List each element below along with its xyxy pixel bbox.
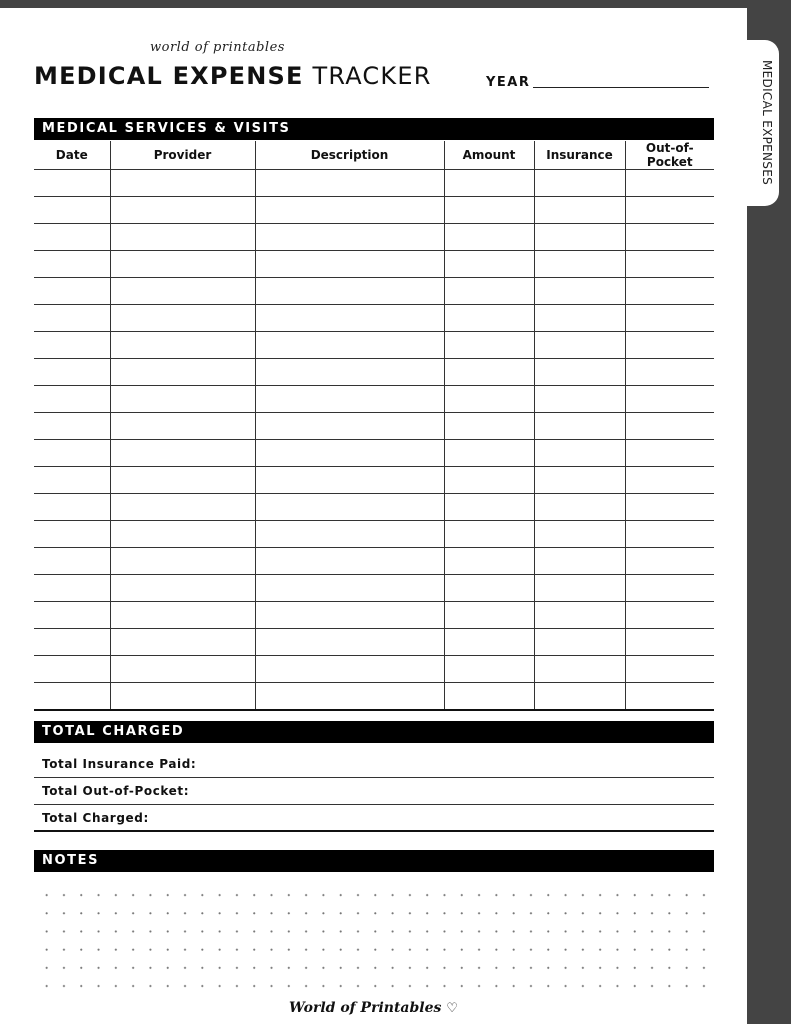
cell-date[interactable] xyxy=(34,467,110,494)
cell-out-of-pocket[interactable] xyxy=(625,251,714,278)
cell-description[interactable] xyxy=(255,305,444,332)
cell-insurance[interactable] xyxy=(534,170,625,197)
total-charged-row[interactable]: Total Charged: xyxy=(34,805,714,832)
cell-amount[interactable] xyxy=(444,332,534,359)
cell-provider[interactable] xyxy=(110,170,255,197)
cell-date[interactable] xyxy=(34,386,110,413)
cell-amount[interactable] xyxy=(444,656,534,683)
cell-out-of-pocket[interactable] xyxy=(625,548,714,575)
cell-out-of-pocket[interactable] xyxy=(625,656,714,683)
page-title xyxy=(34,62,432,90)
cell-provider[interactable] xyxy=(110,251,255,278)
cell-amount[interactable] xyxy=(444,278,534,305)
cell-insurance[interactable] xyxy=(534,602,625,629)
table-header-row xyxy=(34,141,714,170)
cell-provider[interactable] xyxy=(110,602,255,629)
cell-provider[interactable] xyxy=(110,332,255,359)
cell-description[interactable] xyxy=(255,170,444,197)
cell-out-of-pocket[interactable] xyxy=(625,305,714,332)
cell-date[interactable] xyxy=(34,224,110,251)
cell-description[interactable] xyxy=(255,224,444,251)
cell-description[interactable] xyxy=(255,251,444,278)
services-heading: MEDICAL SERVICES & VISITS xyxy=(34,118,714,140)
cell-description[interactable] xyxy=(255,440,444,467)
footer-logo xyxy=(0,1000,747,1016)
cell-description[interactable] xyxy=(255,467,444,494)
table-row xyxy=(34,197,714,224)
cell-description[interactable] xyxy=(255,359,444,386)
brand-script-logo: world of printables xyxy=(150,40,285,55)
table-row xyxy=(34,251,714,278)
table-row xyxy=(34,386,714,413)
cell-description[interactable] xyxy=(255,197,444,224)
table-row xyxy=(34,440,714,467)
cell-insurance[interactable] xyxy=(534,359,625,386)
cell-amount[interactable] xyxy=(444,440,534,467)
table-row xyxy=(34,305,714,332)
column-header-out-of-pocket: Out-of-Pocket xyxy=(625,141,714,170)
cell-amount[interactable] xyxy=(444,170,534,197)
cell-out-of-pocket[interactable] xyxy=(625,170,714,197)
cell-date[interactable] xyxy=(34,359,110,386)
cell-amount[interactable] xyxy=(444,575,534,602)
cell-amount[interactable] xyxy=(444,602,534,629)
cell-amount[interactable] xyxy=(444,224,534,251)
cell-insurance[interactable] xyxy=(534,575,625,602)
table-row xyxy=(34,629,714,656)
services-table xyxy=(34,141,714,711)
table-row xyxy=(34,494,714,521)
cell-amount[interactable] xyxy=(444,521,534,548)
cell-description[interactable] xyxy=(255,602,444,629)
column-header-insurance: Insurance xyxy=(534,141,625,170)
column-header-provider: Provider xyxy=(110,141,255,170)
cell-out-of-pocket[interactable] xyxy=(625,521,714,548)
table-row xyxy=(34,359,714,386)
cell-date[interactable] xyxy=(34,197,110,224)
year-field[interactable] xyxy=(533,87,709,88)
cell-provider[interactable] xyxy=(110,278,255,305)
cell-description[interactable] xyxy=(255,575,444,602)
table-row xyxy=(34,278,714,305)
cell-provider[interactable] xyxy=(110,305,255,332)
cell-provider[interactable] xyxy=(110,440,255,467)
table-row xyxy=(34,170,714,197)
cell-out-of-pocket[interactable] xyxy=(625,386,714,413)
table-row xyxy=(34,602,714,629)
cell-amount[interactable] xyxy=(444,683,534,710)
cell-description[interactable] xyxy=(255,386,444,413)
cell-date[interactable] xyxy=(34,575,110,602)
cell-amount[interactable] xyxy=(444,629,534,656)
cell-provider[interactable] xyxy=(110,629,255,656)
cell-date[interactable] xyxy=(34,413,110,440)
title-light: TRACKER xyxy=(312,62,432,90)
year-label: YEAR xyxy=(486,75,531,90)
cell-insurance[interactable] xyxy=(534,629,625,656)
page xyxy=(0,8,747,1024)
notes-heading: NOTES xyxy=(34,850,714,872)
cell-date[interactable] xyxy=(34,251,110,278)
cell-description[interactable] xyxy=(255,683,444,710)
cell-provider[interactable] xyxy=(110,467,255,494)
cell-date[interactable] xyxy=(34,305,110,332)
cell-date[interactable] xyxy=(34,602,110,629)
cell-amount[interactable] xyxy=(444,197,534,224)
cell-insurance[interactable] xyxy=(534,467,625,494)
cell-description[interactable] xyxy=(255,629,444,656)
cell-amount[interactable] xyxy=(444,467,534,494)
cell-insurance[interactable] xyxy=(534,521,625,548)
cell-amount[interactable] xyxy=(444,548,534,575)
totals-heading: TOTAL CHARGED xyxy=(34,721,714,743)
cell-insurance[interactable] xyxy=(534,197,625,224)
table-row xyxy=(34,656,714,683)
cell-provider[interactable] xyxy=(110,656,255,683)
table-row xyxy=(34,683,714,710)
cell-description[interactable] xyxy=(255,656,444,683)
table-row xyxy=(34,224,714,251)
cell-amount[interactable] xyxy=(444,386,534,413)
table-row xyxy=(34,548,714,575)
footer-brand-text: World of Printables xyxy=(289,1000,442,1016)
cell-insurance[interactable] xyxy=(534,494,625,521)
cell-out-of-pocket[interactable] xyxy=(625,683,714,710)
table-row xyxy=(34,332,714,359)
cell-description[interactable] xyxy=(255,332,444,359)
cell-insurance[interactable] xyxy=(534,413,625,440)
cell-amount[interactable] xyxy=(444,413,534,440)
cell-description[interactable] xyxy=(255,521,444,548)
cell-date[interactable] xyxy=(34,494,110,521)
cell-insurance[interactable] xyxy=(534,251,625,278)
cell-insurance[interactable] xyxy=(534,332,625,359)
cell-description[interactable] xyxy=(255,413,444,440)
cell-date[interactable] xyxy=(34,440,110,467)
cell-out-of-pocket[interactable] xyxy=(625,440,714,467)
cell-date[interactable] xyxy=(34,521,110,548)
cell-out-of-pocket[interactable] xyxy=(625,332,714,359)
table-row xyxy=(34,467,714,494)
cell-out-of-pocket[interactable] xyxy=(625,224,714,251)
cell-amount[interactable] xyxy=(444,494,534,521)
cell-insurance[interactable] xyxy=(534,278,625,305)
cell-amount[interactable] xyxy=(444,251,534,278)
column-header-description: Description xyxy=(255,141,444,170)
cell-date[interactable] xyxy=(34,656,110,683)
cell-insurance[interactable] xyxy=(534,656,625,683)
cell-insurance[interactable] xyxy=(534,683,625,710)
cell-out-of-pocket[interactable] xyxy=(625,359,714,386)
cell-provider[interactable] xyxy=(110,413,255,440)
cell-date[interactable] xyxy=(34,683,110,710)
side-tab-label: MEDICAL EXPENSES xyxy=(760,60,774,186)
cell-provider[interactable] xyxy=(110,224,255,251)
notes-dot-grid[interactable] xyxy=(38,886,714,996)
cell-date[interactable] xyxy=(34,278,110,305)
cell-insurance[interactable] xyxy=(534,548,625,575)
cell-provider[interactable] xyxy=(110,521,255,548)
cell-out-of-pocket[interactable] xyxy=(625,494,714,521)
cell-provider[interactable] xyxy=(110,494,255,521)
cell-insurance[interactable] xyxy=(534,224,625,251)
cell-provider[interactable] xyxy=(110,386,255,413)
cell-provider[interactable] xyxy=(110,359,255,386)
total-insurance-paid-row[interactable]: Total Insurance Paid: xyxy=(34,751,714,778)
cell-out-of-pocket[interactable] xyxy=(625,467,714,494)
totals-list xyxy=(34,751,714,832)
cell-provider[interactable] xyxy=(110,683,255,710)
cell-provider[interactable] xyxy=(110,548,255,575)
cell-out-of-pocket[interactable] xyxy=(625,575,714,602)
cell-insurance[interactable] xyxy=(534,440,625,467)
cell-date[interactable] xyxy=(34,170,110,197)
cell-out-of-pocket[interactable] xyxy=(625,413,714,440)
cell-provider[interactable] xyxy=(110,575,255,602)
table-row xyxy=(34,575,714,602)
cell-insurance[interactable] xyxy=(534,386,625,413)
cell-description[interactable] xyxy=(255,548,444,575)
cell-out-of-pocket[interactable] xyxy=(625,197,714,224)
cell-insurance[interactable] xyxy=(534,305,625,332)
cell-amount[interactable] xyxy=(444,359,534,386)
heart-icon: ♡ xyxy=(446,1001,458,1016)
title-bold: MEDICAL EXPENSE xyxy=(34,62,304,90)
table-row xyxy=(34,413,714,440)
cell-description[interactable] xyxy=(255,494,444,521)
cell-provider[interactable] xyxy=(110,197,255,224)
cell-out-of-pocket[interactable] xyxy=(625,278,714,305)
total-out-of-pocket-row[interactable]: Total Out-of-Pocket: xyxy=(34,778,714,805)
column-header-amount: Amount xyxy=(444,141,534,170)
cell-out-of-pocket[interactable] xyxy=(625,629,714,656)
cell-description[interactable] xyxy=(255,278,444,305)
cell-date[interactable] xyxy=(34,629,110,656)
cell-date[interactable] xyxy=(34,548,110,575)
cell-out-of-pocket[interactable] xyxy=(625,602,714,629)
table-row xyxy=(34,521,714,548)
column-header-date: Date xyxy=(34,141,110,170)
cell-amount[interactable] xyxy=(444,305,534,332)
cell-date[interactable] xyxy=(34,332,110,359)
